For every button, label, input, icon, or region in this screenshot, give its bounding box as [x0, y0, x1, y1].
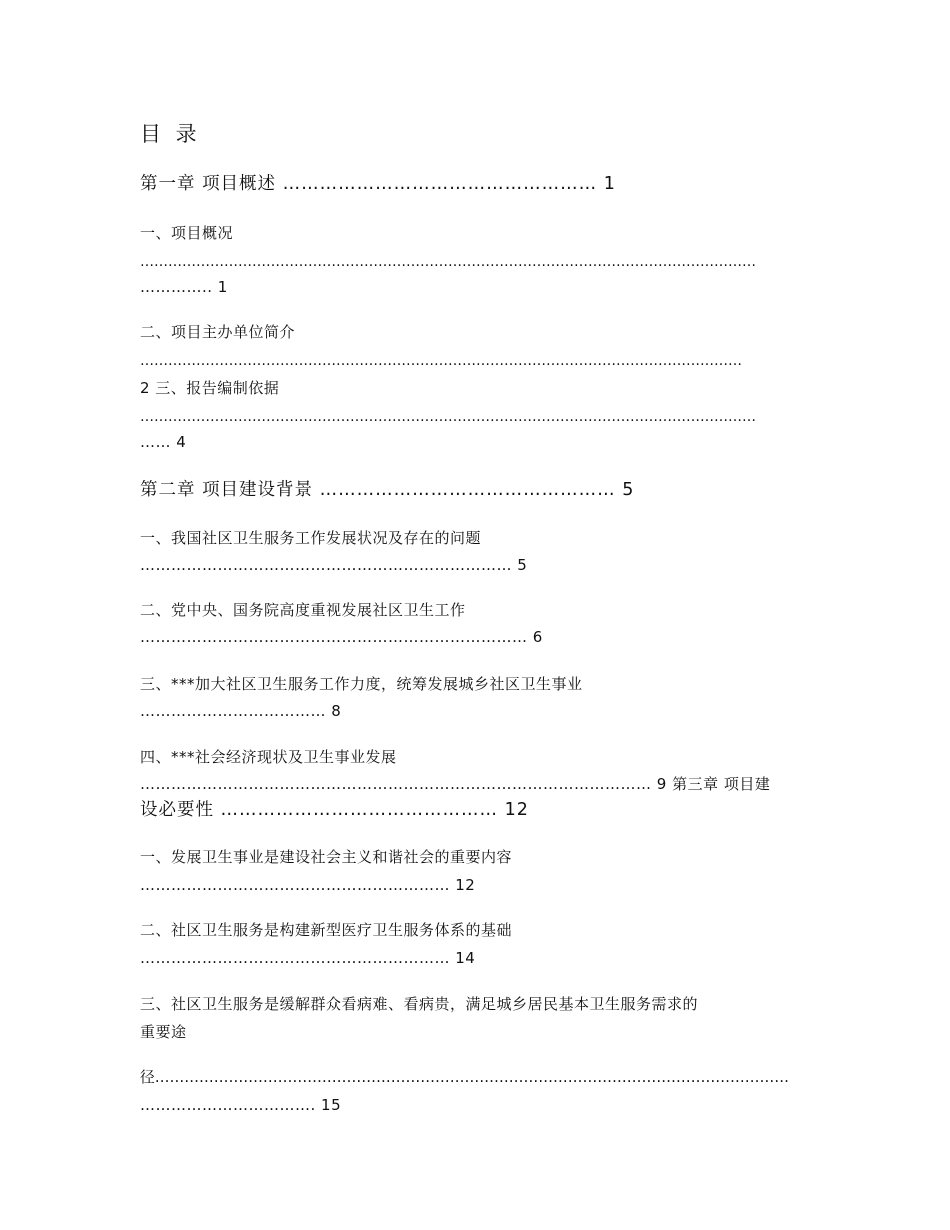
toc-entry-dots: ……………………………………………………………… 5: [140, 556, 528, 574]
toc-entry: 二、社区卫生服务是构建新型医疗卫生服务体系的基础: [140, 921, 513, 939]
toc-entry-dots: ………………………………………………………………… 6: [140, 628, 543, 646]
toc-entry: 三、社区卫生服务是缓解群众看病难、看病贵，满足城乡居民基本卫生服务需求的: [140, 995, 699, 1013]
toc-entry: 三、***加大社区卫生服务工作力度，统筹发展城乡社区卫生事业: [140, 675, 583, 693]
toc-title: 目 录: [140, 122, 201, 146]
toc-entry-dots: ……………………………… 8: [140, 702, 342, 720]
toc-leader: ……………………………………………………………………………………………………………………: [140, 409, 756, 425]
toc-chapter-2: 第二章 项目建设背景 ………………………………………… 5: [140, 480, 635, 500]
toc-entry-dots: 径…………………………………………………………………………………………………………………: [140, 1069, 789, 1086]
toc-entry: 一、我国社区卫生服务工作发展状况及存在的问题: [140, 529, 482, 547]
toc-entry-dots: ……………………………………………………………………………………… 9 第三章 项目建: [140, 775, 771, 793]
toc-chapter-3: 设必要性 ……………………………………… 12: [140, 800, 529, 820]
toc-entry: 一、发展卫生事业是建设社会主义和谐社会的重要内容: [140, 848, 513, 866]
toc-leader: ……………………………………………………………………………………………………………………: [140, 254, 756, 270]
toc-page-number: ……………………………. 15: [140, 1096, 342, 1114]
toc-leader: …………………………………………………………………………………………………………………: [140, 353, 742, 369]
toc-page-number: …… 4: [140, 433, 187, 451]
toc-entry: 二、项目主办单位简介: [140, 323, 296, 341]
toc-page-number: ………….. 1: [140, 278, 228, 296]
toc-entry: 四、***社会经济现状及卫生事业发展: [140, 748, 397, 766]
toc-entry: 一、项目概况: [140, 224, 234, 242]
toc-entry: 二、党中央、国务院高度重视发展社区卫生工作: [140, 601, 466, 619]
toc-entry-dots: …………………………………………………… 12: [140, 876, 476, 894]
toc-entry: 重要途: [140, 1023, 187, 1041]
toc-chapter-1: 第一章 项目概述 …………………………………………… 1: [140, 174, 616, 194]
toc-entry-dots: …………………………………………………… 14: [140, 949, 476, 967]
toc-entry: 2 三、报告编制依据: [140, 379, 280, 397]
